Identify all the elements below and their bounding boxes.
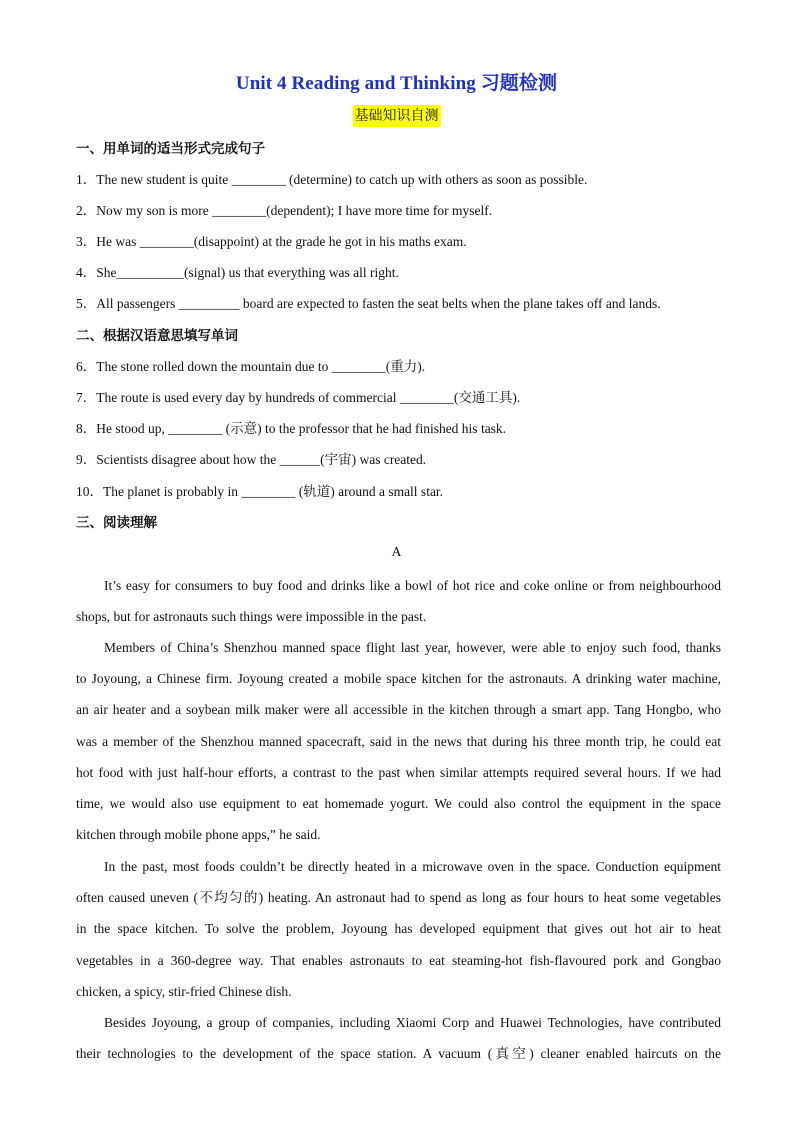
question-3: 3．He was ________(disappoint) at the grade he got in his maths exam. <box>76 234 467 249</box>
page-subtitle: 基础知识自测 <box>353 105 441 127</box>
paragraph-line: Besides Joyoung, a group of companies, including Xiaomi Corp and Huawei Technologies, have contributed <box>104 1015 721 1030</box>
paragraph-line: in the space kitchen. To solve the problem, Joyoung has developed equipment that gives out hot air to heat <box>76 921 721 937</box>
question-10: 10．The planet is probably in ________ (轨道) around a small star. <box>76 484 444 499</box>
paragraph-line: Members of China’s Shenzhou manned space flight last year, however, were able to enjoy such food, thanks <box>104 640 721 655</box>
question-6: 6．The stone rolled down the mountain due to ________(重力). <box>76 359 426 374</box>
paragraph-4 <box>76 1007 721 1069</box>
question-9: 9．Scientists disagree about how the ______(宇宙) was created. <box>76 452 427 467</box>
paragraph-line: vegetables in a 360-degree way. That enables astronauts to eat steaming-hot fish-flavoured pork and Gongbao <box>76 952 721 968</box>
paragraph-line: an air heater and a soybean milk maker were all accessible in the kitchen through a smart app. Tang Hongbo, who <box>76 702 721 718</box>
question-7: 7．The route is used every day by hundreds of commercial ________(交通工具). <box>76 390 521 405</box>
section-heading-2: 二、根据汉语意思填写单词 <box>76 328 238 344</box>
paragraph-3 <box>76 851 721 1007</box>
question-2: 2．Now my son is more ________(dependent); I have more time for myself. <box>76 203 493 218</box>
paragraph-1 <box>76 570 721 632</box>
question-1: 1．The new student is quite ________ (determine) to catch up with others as soon as possible. <box>76 172 588 187</box>
question-8: 8．He stood up, ________ (示意) to the professor that he had finished his task. <box>76 421 507 436</box>
subtitle-row <box>0 105 793 127</box>
paragraph-line: was a member of the Shenzhou manned spacecraft, said in the news that during his three month trip, he could eat <box>76 733 721 749</box>
section-heading-3: 三、阅读理解 <box>76 515 157 531</box>
passage-label: A <box>391 544 402 559</box>
paragraph-line: shops, but for astronauts such things were impossible in the past. <box>76 609 427 625</box>
section-heading-1: 一、用单词的适当形式完成句子 <box>76 141 265 157</box>
paragraph-2 <box>76 632 721 850</box>
paragraph-line: In the past, most foods couldn’t be directly heated in a microwave oven in the space. Conduction equipment <box>104 859 721 874</box>
paragraph-line: It’s easy for consumers to buy food and drinks like a bowl of hot rice and coke online or from neighbourhood <box>104 578 721 593</box>
paragraph-line: chicken, a spicy, stir-fried Chinese dish. <box>76 983 292 999</box>
question-4: 4．She__________(signal) us that everything was all right. <box>76 265 399 280</box>
page-title: Unit 4 Reading and Thinking 习题检测 <box>235 73 558 94</box>
paragraph-line: kitchen through mobile phone apps,” he said. <box>76 827 321 843</box>
question-5: 5．All passengers _________ board are expected to fasten the seat belts when the plane takes off and lands. <box>76 296 661 311</box>
paragraph-line: to Joyoung, a Chinese firm. Joyoung created a mobile space kitchen for the astronauts. A drinking water machine, <box>76 671 721 687</box>
paragraph-line: hot food with just half-hour efforts, a contrast to the past when similar attempts required several hours. If we had <box>76 764 721 780</box>
paragraph-line: their technologies to the development of the space station. A vacuum (真空) cleaner enabled haircuts on the <box>76 1046 721 1062</box>
paragraph-line: time, we would also use equipment to eat homemade yogurt. We could also control the equipment in the space <box>76 796 721 812</box>
paragraph-line: often caused uneven (不均匀的) heating. An astronaut had to spend as long as four hours to heat some vegetables <box>76 890 721 906</box>
